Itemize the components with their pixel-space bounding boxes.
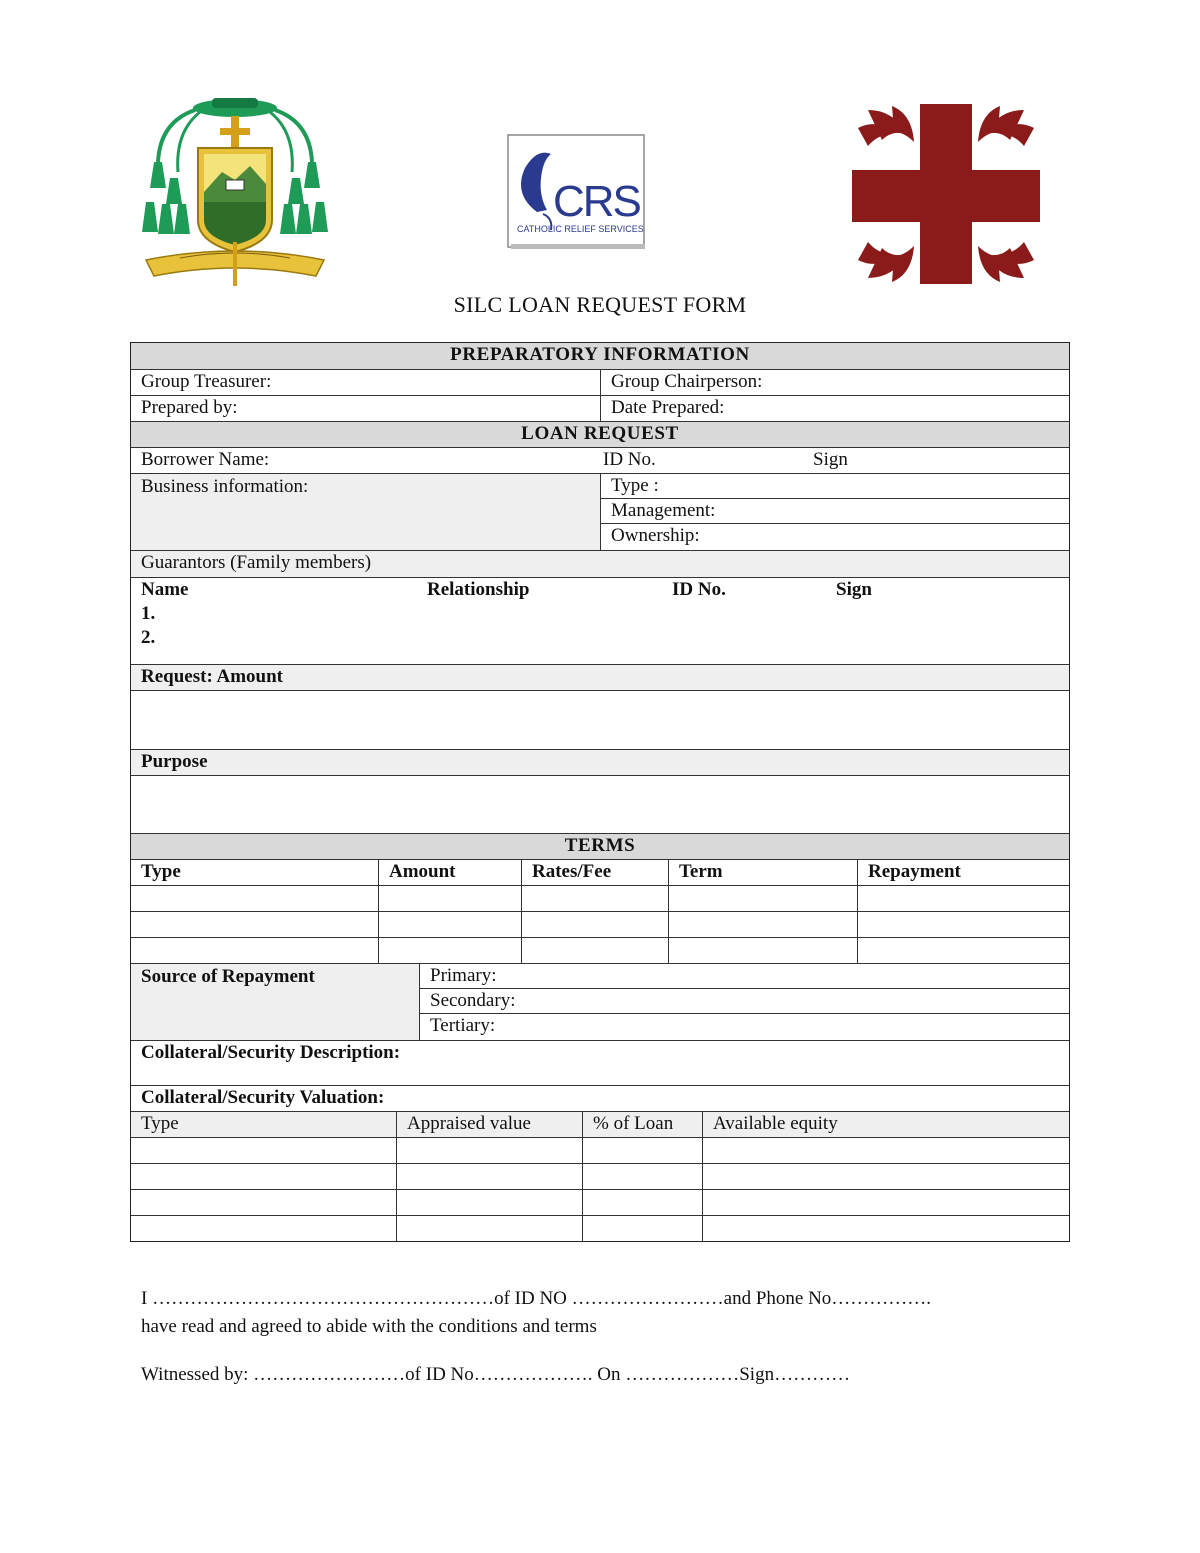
terms-cell[interactable] (669, 886, 858, 911)
loan-request-heading-row (131, 422, 1069, 448)
terms-heading: TERMS (564, 835, 636, 856)
collateral-row (131, 1164, 1069, 1190)
collateral-valuation-label: Collateral/Security Valuation: (141, 1087, 385, 1108)
group-chairperson-field[interactable]: Group Chairperson: (611, 371, 763, 392)
collateral-cell[interactable] (131, 1164, 397, 1189)
collateral-cell[interactable] (397, 1216, 583, 1241)
terms-cell[interactable] (379, 886, 522, 911)
terms-cell[interactable] (522, 886, 669, 911)
repayment-sources (420, 964, 1069, 1040)
business-ownership-field[interactable]: Ownership: (611, 525, 700, 546)
crs-logo (507, 134, 647, 250)
terms-type-header: Type (131, 860, 379, 885)
loan-request-heading: LOAN REQUEST (521, 423, 679, 444)
collateral-type-header: Type (131, 1112, 397, 1137)
guarantor-row-1[interactable]: 1. (141, 603, 156, 624)
borrower-name-field[interactable]: Borrower Name: (141, 449, 270, 470)
terms-cell[interactable] (131, 938, 379, 963)
collateral-cell[interactable] (397, 1138, 583, 1163)
collateral-cell[interactable] (583, 1138, 703, 1163)
business-type-field[interactable]: Type : (601, 474, 1069, 499)
purpose-field[interactable] (131, 776, 1069, 834)
terms-repayment-header: Repayment (868, 861, 961, 882)
declaration-line-1[interactable]: I ………………………………………………of ID NO ……………………and Phone No……………. (141, 1288, 932, 1309)
request-amount-heading-row (131, 665, 1069, 691)
terms-cell[interactable] (522, 938, 669, 963)
prepared-by-row (131, 396, 1069, 422)
collateral-description-field[interactable]: Collateral/Security Description: (141, 1042, 401, 1063)
source-of-repayment-row (131, 964, 1069, 1041)
collateral-cell[interactable] (397, 1164, 583, 1189)
guarantors-heading: Guarantors (Family members) (141, 552, 372, 573)
business-management-field[interactable]: Management: (601, 499, 1069, 524)
collateral-row (131, 1190, 1069, 1216)
preparatory-heading: PREPARATORY INFORMATION (450, 344, 750, 365)
terms-row (131, 886, 1069, 912)
group-treasurer-field[interactable]: Group Treasurer: (131, 370, 601, 395)
diocese-crest-logo (140, 92, 330, 288)
business-details (601, 474, 1069, 550)
guarantors-table (131, 578, 1069, 665)
declaration-line-2: have read and agreed to abide with the conditions and terms (141, 1316, 597, 1337)
source-of-repayment-label: Source of Repayment (131, 964, 420, 1040)
guarantor-row-2[interactable]: 2. (141, 627, 156, 648)
secondary-source-field[interactable]: Secondary: (420, 989, 1069, 1014)
request-amount-field[interactable] (131, 691, 1069, 750)
collateral-cell[interactable] (583, 1216, 703, 1241)
treasurer-row (131, 370, 1069, 396)
prepared-by-field[interactable]: Prepared by: (131, 396, 601, 421)
terms-cell[interactable] (522, 912, 669, 937)
primary-source-field[interactable]: Primary: (420, 964, 1069, 989)
purpose-label: Purpose (141, 751, 208, 772)
collateral-header-row (131, 1112, 1069, 1138)
guarantors-columns (131, 578, 1069, 602)
preparatory-heading-row (131, 343, 1069, 370)
form-title: SILC LOAN REQUEST FORM (453, 292, 747, 317)
collateral-cell[interactable] (397, 1190, 583, 1215)
borrower-id-field[interactable]: ID No. (603, 449, 656, 470)
business-info-row (131, 474, 1069, 551)
guarantor-relationship-header: Relationship (427, 579, 530, 600)
terms-term-header: Term (669, 860, 858, 885)
terms-header-row (131, 860, 1069, 886)
terms-row (131, 938, 1069, 964)
terms-cell[interactable] (669, 938, 858, 963)
terms-cell[interactable] (858, 912, 1069, 937)
collateral-cell[interactable] (703, 1190, 1069, 1215)
collateral-cell[interactable] (131, 1138, 397, 1163)
guarantor-name-header: Name (141, 579, 189, 600)
business-information-field[interactable]: Business information: (131, 474, 601, 550)
collateral-row (131, 1138, 1069, 1164)
request-amount-label: Request: Amount (141, 666, 283, 687)
terms-amount-header: Amount (379, 860, 522, 885)
collateral-percent-header: % of Loan (583, 1112, 703, 1137)
date-prepared-field[interactable]: Date Prepared: (611, 397, 725, 418)
collateral-description-row (131, 1041, 1069, 1086)
guarantors-heading-row (131, 551, 1069, 578)
terms-row (131, 912, 1069, 938)
terms-cell[interactable] (379, 938, 522, 963)
collateral-cell[interactable] (703, 1138, 1069, 1163)
collateral-cell[interactable] (583, 1164, 703, 1189)
terms-cell[interactable] (669, 912, 858, 937)
collateral-cell[interactable] (703, 1216, 1069, 1241)
svg-text:CRS: CRS (553, 177, 640, 226)
guarantor-id-header: ID No. (672, 579, 726, 600)
collateral-cell[interactable] (583, 1190, 703, 1215)
terms-cell[interactable] (858, 938, 1069, 963)
collateral-appraised-header: Appraised value (397, 1112, 583, 1137)
witness-line[interactable]: Witnessed by: ……………………of ID No………………. On ………………Sign………… (141, 1364, 851, 1385)
terms-cell[interactable] (379, 912, 522, 937)
terms-rates-header: Rates/Fee (522, 860, 669, 885)
borrower-row (131, 448, 1069, 474)
collateral-cell[interactable] (703, 1164, 1069, 1189)
terms-heading-row (131, 834, 1069, 860)
loan-request-form (130, 342, 1070, 1242)
caritas-cross-logo (848, 100, 1044, 288)
borrower-sign-field[interactable]: Sign (813, 449, 848, 470)
tertiary-source-field[interactable]: Tertiary: (430, 1015, 496, 1036)
terms-cell[interactable] (131, 886, 379, 911)
svg-text:CATHOLIC RELIEF SERVICES: CATHOLIC RELIEF SERVICES (517, 224, 644, 234)
terms-cell[interactable] (858, 886, 1069, 911)
collateral-cell[interactable] (131, 1216, 397, 1241)
guarantor-sign-header: Sign (836, 579, 872, 600)
collateral-valuation-row (131, 1086, 1069, 1112)
collateral-cell[interactable] (131, 1190, 397, 1215)
terms-cell[interactable] (131, 912, 379, 937)
collateral-row (131, 1216, 1069, 1241)
purpose-heading-row (131, 750, 1069, 776)
collateral-equity-header: Available equity (713, 1113, 838, 1134)
